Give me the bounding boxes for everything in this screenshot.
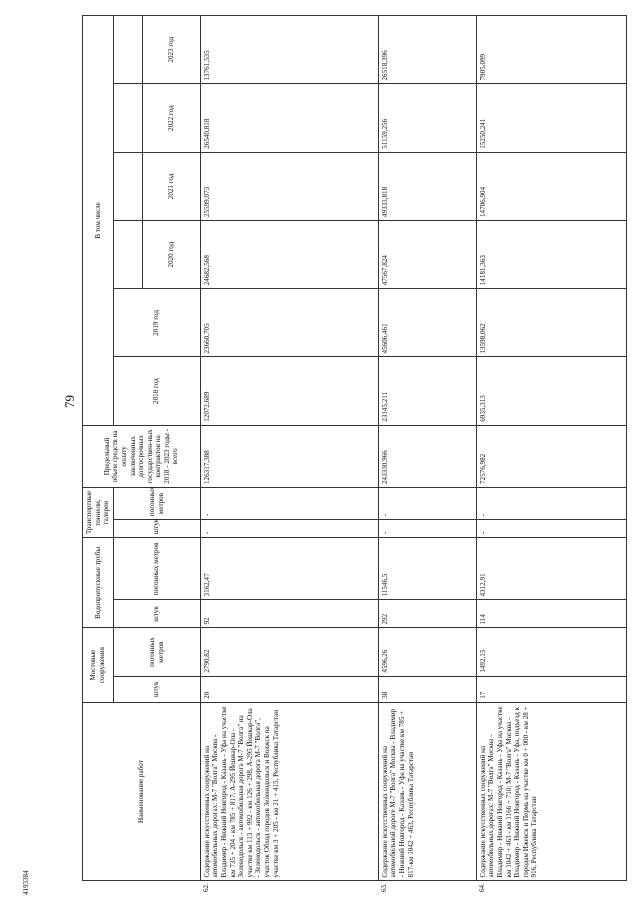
year-header-spacer (113, 152, 142, 220)
work-name-header: Наименование работ (83, 702, 201, 881)
year-cell: 15250,241 (476, 84, 626, 152)
year-cell: 45606,461 (378, 289, 476, 357)
bridge-meters-cell: 2790,82 (200, 628, 378, 676)
year-header: 2020 год (142, 221, 200, 289)
year-cell: 24682,568 (200, 221, 378, 289)
year-cell: 26540,818 (200, 84, 378, 152)
works-table (82, 15, 627, 895)
tunnel-units-cell: - (200, 520, 378, 538)
row-work-name: Содержание искусственных сооружений на автомобильной дороге М-7 "Волга" Москва - Владимир - Нижний Новгород - Казань - Уфа на участке км 785 + 817-км 1042 + 463, Республика Татарстан (378, 702, 476, 881)
year-cell: 6935,313 (476, 357, 626, 425)
row-work-name: Содержание искусственных сооружений на автомобильных дорогах: М-7 "Волга" Москва - Владимир - Нижний Новгород - Казань - Уфа на участке км 735 + 204 - км 785 + 817, А-295 Йошкар-Ола - Зеленодольск - автомобильная дорога М-7 "Волга" на участке км 113 + 992 - км 126 + 298, А-295 Йошкар-Ола - Зеленодольск - автомобильная дорога М-7 "Волга", участок Обход городов Зеленодольск и Волжск на участке км 3 + 205 - км 21 + 415, Республика Татарстан (200, 702, 378, 881)
year-cell: 13598,062 (476, 289, 626, 357)
year-cell: 14181,363 (476, 221, 626, 289)
bridge-units-cell: 38 (378, 676, 476, 702)
bridge-units-cell: 20 (200, 676, 378, 702)
culvert-meters-cell: 3162,47 (200, 538, 378, 600)
culvert-units-cell: 114 (476, 600, 626, 628)
culvert-units-cell: 92 (200, 600, 378, 628)
year-header: 2019 год (113, 289, 200, 357)
tunnel-meters-header: погонных метров (113, 487, 200, 519)
year-cell: 13761,535 (200, 16, 378, 85)
culvert-meters-cell: 11546,5 (378, 538, 476, 600)
bridge-meters-header: погонных метров (113, 628, 200, 676)
year-cell: 12072,689 (200, 357, 378, 425)
tunnel-units-header: штук (113, 520, 200, 538)
index-header (83, 881, 201, 895)
bridge-units-header: штук (113, 676, 200, 702)
page-number: 79 (62, 395, 77, 408)
culverts-header: Водопропускные трубы (83, 538, 114, 628)
bridge-meters-cell: 1492,15 (476, 628, 626, 676)
total-cell: 243330,966 (378, 425, 476, 487)
bridges-header: Мостовые сооружения (83, 628, 114, 702)
year-cell: 23145,211 (378, 357, 476, 425)
year-cell: 49333,818 (378, 152, 476, 220)
culvert-meters-header: погонных метров (113, 538, 200, 600)
year-cell: 26518,396 (378, 16, 476, 85)
row-work-name: Содержание искусственных сооружений на автомобильных дорогах: М-7 "Волга" Москва - Владимир - Нижний Новгород - Казань - Уфа на участке км 1042 + 463 - км 1166 + 710; М-7 "Волга" Москва - Владимир - Нижний Новгород - Казань - Уфа, подъезд к городам Ижевск и Пермь на участке км 0 + 000 - км 28 + 916, Республика Татарстан (476, 702, 626, 881)
year-cell: 47567,824 (378, 221, 476, 289)
table-row (378, 16, 476, 896)
table-row (200, 16, 378, 896)
culvert-meters-cell: 4312,91 (476, 538, 626, 600)
total-cell: 126317,388 (200, 425, 378, 487)
year-header: 2023 год (142, 16, 200, 85)
year-header: 2018 год (113, 357, 200, 425)
row-index: 62. (202, 883, 211, 892)
tunnel-meters-cell: - (476, 487, 626, 519)
culvert-units-cell: 292 (378, 600, 476, 628)
bridge-units-cell: 17 (476, 676, 626, 702)
year-header: 2022 год (142, 84, 200, 152)
rotated-table-container (82, 15, 622, 895)
year-header-spacer (113, 16, 142, 85)
limit-header: Предельный объем средств на оплату заключенных долгосрочных государствен-ных контрактов на 2018 - 2023 годы - всего (83, 425, 201, 487)
year-cell: 7905,099 (476, 16, 626, 85)
year-header-spacer (113, 221, 142, 289)
document-code: 4193384 (22, 870, 30, 895)
tunnel-units-cell: - (476, 520, 626, 538)
tunnel-meters-cell: - (378, 487, 476, 519)
row-index: 63. (380, 883, 389, 892)
bridge-meters-cell: 4596,26 (378, 628, 476, 676)
year-cell: 23660,705 (200, 289, 378, 357)
culvert-units-header: штук (113, 600, 200, 628)
tunnel-meters-cell: - (200, 487, 378, 519)
tunnel-units-cell: - (378, 520, 476, 538)
year-header-spacer (113, 84, 142, 152)
row-index: 64. (478, 883, 487, 892)
incl-header: В том числе (83, 16, 114, 426)
year-cell: 14706,904 (476, 152, 626, 220)
tunnels-header: Транспортные тоннели, галереи (83, 487, 114, 537)
table-row (476, 16, 626, 896)
year-cell: 25599,073 (200, 152, 378, 220)
total-cell: 72576,982 (476, 425, 626, 487)
year-header: 2021 год (142, 152, 200, 220)
year-cell: 51159,256 (378, 84, 476, 152)
